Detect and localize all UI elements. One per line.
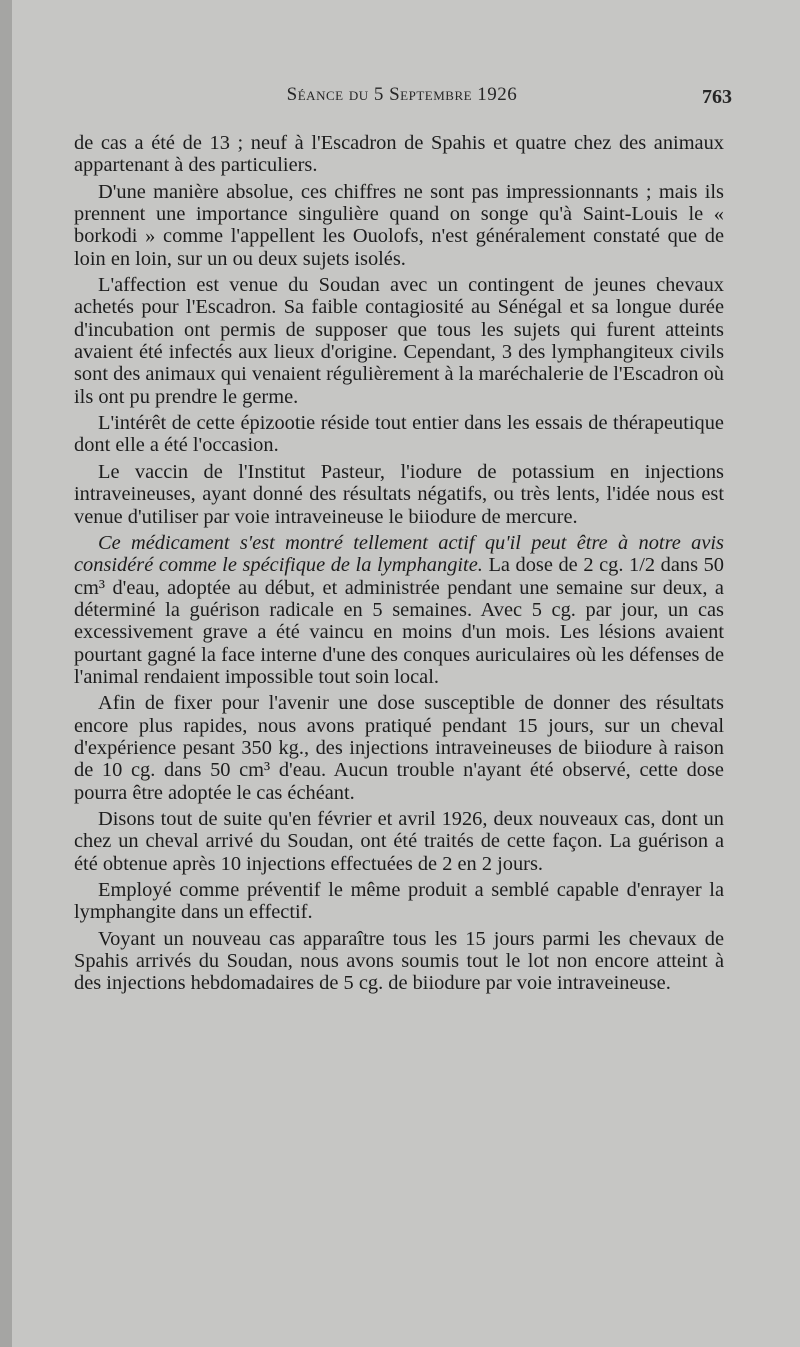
book-page xyxy=(12,0,800,1347)
italic-statement: Ce médicament s'est montré tellement actif qu'il peut être à notre avis considéré comme le spécifique de la lymphangite. xyxy=(74,531,724,577)
paragraph-9: Employé comme préventif le même produit a semblé capable d'enrayer la lymphangite dans un effectif. xyxy=(74,879,724,924)
paragraph-2: D'une manière absolue, ces chiffres ne sont pas impressionnants ; mais ils prennent une importance singulière quand on songe qu'à Saint-Louis le « borkodi » comme l'appellent les Ouolofs, n'est généralement constaté que de loin en loin, sur un ou deux sujets isolés. xyxy=(74,180,724,270)
page-header xyxy=(72,84,732,114)
paragraph-6 xyxy=(74,532,724,688)
body-text xyxy=(74,132,724,999)
paragraph-8: Disons tout de suite qu'en février et avril 1926, deux nouveaux cas, dont un chez un cheval arrivé du Soudan, ont été traités de cette façon. La guérison a été obtenue après 10 injections effectuées de 2 en 2 jours. xyxy=(74,807,724,875)
page-number: 763 xyxy=(702,86,732,108)
running-title: Séance du 5 Septembre 1926 xyxy=(286,84,518,105)
paragraph-6-rest: La dose de 2 cg. 1/2 dans 50 cm³ d'eau, adoptée au début, et administrée pendant une semaine sur deux, a déterminé la guérison radicale en 5 semaines. Avec 5 cg. par jour, un cas excessivement grave a été vaincu en moins d'un mois. Les lésions avaient pourtant gagné la face interne d'une des conques auriculaires où les défenses de l'animal rendaient impossible tout soin local. xyxy=(74,554,724,688)
paragraph-5: Le vaccin de l'Institut Pasteur, l'iodure de potassium en injections intraveineuses, ayant donné des résultats négatifs, ou très lents, l'idée nous est venue d'utiliser par voie intraveineuse le biiodure de mercure. xyxy=(74,460,724,528)
paragraph-1: de cas a été de 13 ; neuf à l'Escadron de Spahis et quatre chez des animaux appartenant à des particuliers. xyxy=(74,132,724,177)
paragraph-4: L'intérêt de cette épizootie réside tout entier dans les essais de thérapeutique dont elle a été l'occasion. xyxy=(74,412,724,457)
paragraph-7: Afin de fixer pour l'avenir une dose susceptible de donner des résultats encore plus rapides, nous avons pratiqué pendant 15 jours, sur un cheval d'expérience pesant 350 kg., des injections intraveineuses de biiodure à raison de 10 cg. dans 50 cm³ d'eau. Aucun trouble n'ayant été observé, cette dose pourra être adoptée le cas échéant. xyxy=(74,692,724,804)
paragraph-10: Voyant un nouveau cas apparaître tous les 15 jours parmi les chevaux de Spahis arrivés du Soudan, nous avons soumis tout le lot non encore atteint à des injections hebdomadaires de 5 cg. de biiodure par voie intraveineuse. xyxy=(74,927,724,995)
paragraph-3: L'affection est venue du Soudan avec un contingent de jeunes chevaux achetés pour l'Escadron. Sa faible contagiosité au Sénégal et sa longue durée d'incubation ont permis de supposer que tous les sujets qui furent atteints avaient été infectés aux lieux d'origine. Cependant, 3 des lymphangiteux civils sont des animaux qui venaient régulièrement à la maréchalerie de l'Escadron où ils ont pu prendre le germe. xyxy=(74,274,724,408)
